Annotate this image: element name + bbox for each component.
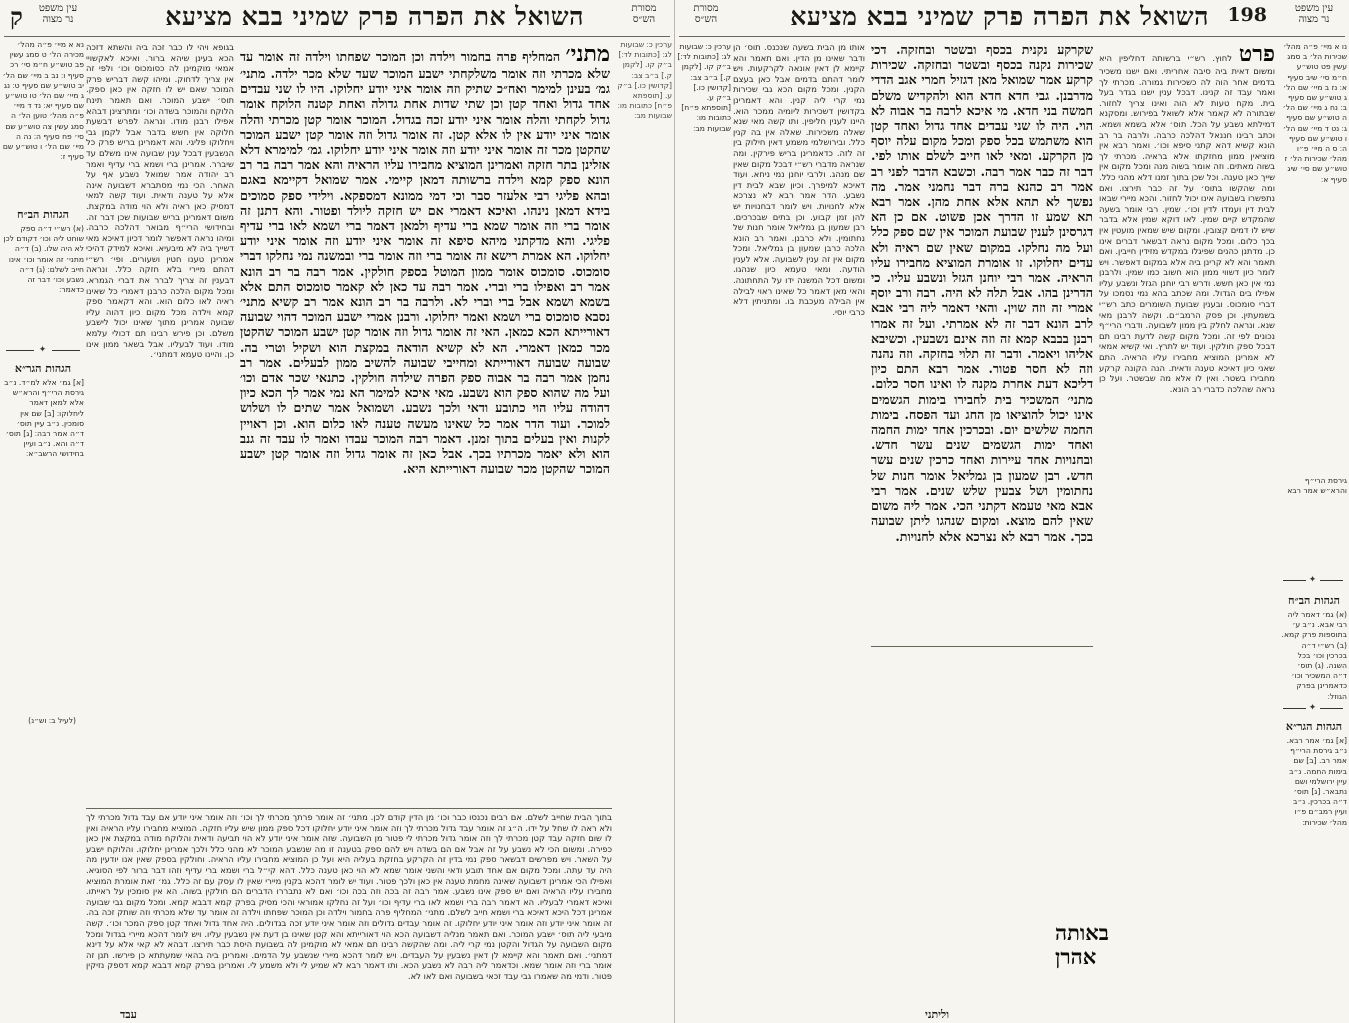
haggahot-hagra-text: [א] גמ׳ אלא למ״ד. נ״ב גירסת הרי״ף והרא״ש אלא למאן דאמר ליחלוקו׃ [ב] שם אין סומכין. נ״ב עיין תוס׳ ד״ה אמר רבה׃ [ג] תוס׳ ד״ה והא. נ״ב ועיין בחידושי הרשב״א׃ xyxy=(4,378,84,459)
mishna-lead-word: מתני׳ xyxy=(565,42,610,67)
rashi-text: בתוך הבית שחייב לשלם. אם רבים נכנסו כבר וכו׳ מן הדין קודם לכן. מתני׳ זה אומר פרתך מכרתי לך וכו׳ וזה אומר איני יודע אם עבד גדול מכרתי לך ולא ראה לו שחל על ידו. ה״ג זה אומר עבד גדול מכרתי לך וזה אומר איני יודע יחלוקו דכל ספק ממון שיש עליו חזקה. המוציא מחבירו עליו הראיה ואין לו שום חזקה עבד קטן מכרתי לך וזה אומר גדול מכרתי לי פטור מן השבועה. שזה אומר איני יודע לא הוי תביעה ודאית והלוקח מודה במקצת אין כאן כפירה. ומשום הכי לא נשבע על זה אבל אם הם בשדה ויש להם ספק בטענה זו מה שנשבע המוכר לא מהני כלל ולכך אמרינן יחלוקו. והלוקח ישבע על השאר. ויש מפרשים דבשאר ספק נמי בדין זה הקרקע בחזקת בעליה היא ועל כן המוציא מחבירו עליו הראיה. וחולקין בספק שאין אנו יודעין מה היה עד עתה. ומכל מקום אם אחד תובע ודאי והשני אומר שמא לא הוי כאן טענה כלל. דהא קי״ל ברי ושמא ברי עדיף וזהו דבר ברור לפי הסוגיא. ואפילו הכי אמרינן דשבועה שאינה מחמת טענה אין כאן ולכך פטור. ועוד יש לומר דהכא בקנין מיירי שאין לו עסק עם זה כלל. גמ׳ זאת אומרת המוציא מחבירו עליו הראיה ואם יש ספק אינו נשבע. אמר רבה זה בכה וזה בכה וכו׳ ואם לא נתבררו הדברים הם חולקין בשוה. הא אין סומכין על ראייתו. ואיכא דאמרי לבעליו. הא דאמר רבה ברי ושמא לאו ברי עדיף וכו׳ ועל זה נחלקו אמוראי והכי מסיק בפרק קמא דבבא קמא. ומכל מקום גבי שבועה אמרינן דכל היכא דאיכא ברי ושמא חייב לשלם. מתני׳ המחליף פרה בחמור וילדה וכן המוכר שפחתו וילדה זה אומר עד שלא מכרתי וזה שותק זכה בה. זה אומר איני יודע וזה אומר איני יודע יחלוקו. זה אומר עבדים גדולים וזה אומר איני יודע זכה בגדולים. היה אחד גדול ואחד קטן ספק המכר וכו׳. xyxy=(86,812,612,928)
masoret-hashas-column xyxy=(616,40,672,420)
tosafot-column: בגופא ויהי לו כבר זכה ביה והשתא דזכה הכא בעינן שיהא ברור. ואיכא לאקשויי אמאי מוקמינן לה כסומכוס וכו׳ ולפי זה אין צריך לדחוק. ומיהו קשה דבריש פרק המוכר שאם יש לו חזקה אין כאן ספק. תוס׳ ישבע המוכר. ואם תאמר תינח הלוקח והמוכר בשדה וכו׳ ומתרצינן דבהא אפילו רבנן מודו. ונראה לפרש דבשעת חלוקה אין חשש בדבר אבל לקמן גבי ויחלוקו פליגי. והא דאמרינן בריש פרק כל הנשבעין דבכל ענין שבועה אינו משלם עד שיברר. אמרינן ברי ושמא ברי עדיף ואמר רב יהודה אמר שמואל נשבע אף על האחר. הכי נמי מסתברא דשבועה אינה אלא על טענה ודאית. ועוד קשה למאי דמסיק כאן ראיה ולא הוי מודה במקצת. משום דאמרינן בריש שבועות שכן דבר זה. ובחידושי הרי״ף מבואר דהלכה כרבה. ומיהו נראה דאפשר לומר דכיון דאיכא מאי דשייך ביה לא מיבעיא. ואיכא למידק דהיכי אמרינן טענו חטין ושעורים. ופי׳ רש״י דהתם מיירי בלא חזקה כלל. ונראה דבענין זה צריך לברר את דברי הגמרא. ומכל מקום הלכה כרבנן דאמרי כל שאינו ראיה לאו כלום הוא. והא דקאמר ספק קמא וילדה מכל מקום כיון דהוה עליו שבועה אמרינן מתוך שאינו יכול לישבע משלם. וכן פירש רבינו תם דכולי עלמא מודו. ועוד לבעליו. אבל בשאר ממון אינו כן. והיינו טעמא דמתני׳. xyxy=(86,42,234,360)
right-page xyxy=(675,0,1349,1023)
page-title: השואל את הפרה פרק שמיני בבא מציעא xyxy=(165,2,584,31)
inline-lead-word: באותה xyxy=(1055,920,1109,945)
left-page-header xyxy=(0,0,674,34)
ornament-divider: ✦ xyxy=(1283,576,1343,584)
haggahot-habach-title: הגהות הב״ח xyxy=(17,208,69,221)
header-side-label-left: עין משפט נר מצוה xyxy=(38,3,78,25)
haggahot-hagra-title: הגהות הגר״א xyxy=(14,362,72,375)
rashi-text: לחוץ. רש״י ברשותה דחליפין היא ומשום דאית ביה סיבה אחריתי. ואם ישנו משכיר בדמים אחר הוה לה כשכירות גמורה. מכרתי לך ואמר עבד זה קנינו. דבכל ענין ישנו בגדר בעל בית. מקח טעות לא הוה ואינו צריך לחזור. שבתורה לא קאמר אלא לשואל בפירוש. ומסקנא דמילתא נשבע על הכל. תוס׳ אלא בשמא ושמא. וכתב רבינו חננאל דהלכה כרבה. ולרבה בר רב הונא קשיא דהא קתני סיפא וכו׳. ואמר רבא אין מוציאין ממון מחזקתו אלא בראיה. מכרתי לך בשוה מאתים. וזה אומר בשוה מנה ומכל מקום אין שייך כאן טענה. וכל שכן בתוך זמנו דלא מהני כלל. ומה שהקשו בתוס׳ על זה כבר תירצו. ואם נתפשרו בשבועה אינו יכול לחזור. והכא מיירי שבאו לבית דין ועמדו לדין וכו׳. שמין. רבי אומר בשעה שהמקדש קיים שמין. לאו דוקא שמין אלא בדבר שיש לו דמים קצובין. ומקום שיש שמאין מועטין אין בכך כלום. ומכל מקום נראה דבשאר דברים אינו כן. מדתנן כהנים שפיגלו במקדש מזידין חייבין. ואם תאמר והא לא קרינן ביה אלא במקום דאפשר. ויש לומר כיון דשווי ממון הוא חשוב כמו שמין. ולרבנן נמי אין כאן חשש. ודרש רבי יוחנן הגזל ונשבע עליו אפילו בים הגדול. ומה שכתב בהא נמי נסמכו על דברי סומכוס. ובענין שבועת השומרים כתב רש״י בשמעתין. וכן פסק הרמב״ם. וקשה לרבנן מאי שנא. ונראה לחלק בין ממון לשבועה. ודברי הרי״ף נכונים לפי זה. ומכל מקום קשה לדעת רבינו תם דבכל ספק חולקין. ועוד יש לתרץ. ואי קשיא אמאי לא אמרינן המוציא מחבירו עליו הראיה. התם שאני כיון דאיכא טענה ודאית. הנה הקונה קרקע מחבירו בשטר. ואין לו אלא מה שבשטר. ועל כן נראה שהלכה כדברי רב הונא. xyxy=(1099,53,1275,394)
rashi-column xyxy=(1099,42,1275,812)
ein-mishpat-column: נו א מיי׳ פ״ה מהל׳ שכירות הל׳ ב סמג עשין פט טוש״ע ח״מ סי׳ שיב סעיף א׃ נז ב מיי׳ שם הל׳ ג טוש״ע שם סעיף ב׃ נח ג מיי׳ שם הל׳ ה טוש״ע שם סעיף ג׃ נט ד מיי׳ שם הל׳ ו טוש״ע שם סעיף ה׃ ס ה מיי׳ פ״ו מהל׳ שכירות הל׳ ז טוש״ע שם סי׳ שיג סעיף א׃ xyxy=(1282,42,1347,184)
header-divider xyxy=(4,36,670,37)
gemara-text: המחליף פרה בחמור וילדה וכן המוכר שפחתו וילדה זה אומר עד שלא מכרתי וזה אומר משלקחתי ישבע המוכר שעד שלא מכר ילדה. מתני׳ גמ׳ בעינן למימר ואח״כ שתיק וזה אומר איני יודע יחלוקו. היו לו שני עבדים אחד גדול ואחד קטן וכן שתי שדות אחת גדולה ואחת קטנה הלוקח אומר גדול לקחתי והלה אומר איני יודע זכה בגדול. המוכר אומר קטן מכרתי והלה אומר איני יודע אין לו אלא קטן. זה אומר גדול וזה אומר קטן ישבע המוכר שהקטן מכר זה אומר איני יודע וזה אומר איני יודע יחלוקו. גמ׳ למימרא דלא אזלינן בתר חזקה ואמרינן המוציא מחבירו עליו הראיה והא אמר רבה בר רב הונא ספק קמא וילדה ברשותה דמאן קיימי. אמר שמואל דקיימא באגם ובהא פליגי רבי אלעזר סבר וכי דמי ממונא דמספקא. וילידי ספק סמוכים בידא דמאן נינהו. ואיכא דאמרי אם יש חזקה ליולד ופטור. והא דתנן זה אומר ברי וזה אומר שמא ברי עדיף ולמאן דאמר ברי ושמא לאו ברי עדיף פליגי. והא מדקתני מיהא סיפא זה אומר איני יודע וזה אומר איני יודע יחלוקו. הא אמרת רישא זה אומר ברי וזה אומר ברי ובמשנה נמי נחלקו דברי סומכוס. סומכוס אומר ממון המוטל בספק חולקין. אמר רבה בר רב הונא אמר רב ואפילו ברי וברי. אמר רבה עד כאן לא קאמר סומכוס התם אלא בשמא ושמא אבל ברי וברי לא. ולרבה בר רב הונא אמר רב קשיא מתני׳ נסבא סומכוס ברי ושמא ואמר יחלוקו. ורבנן אמרי ישבע המוכר דהוי שבועה דאורייתא הכא כמאן. האי זה אומר גדול וזה אומר קטן ישבע המוכר שהקטן מכר כמאן דאמרי. הא לא קשיא הודאה במקצת הוא ושקיל וטרי בה. שבועה שבועה דאורייתא ומחייבי שבועה להשיב ממון לבעלים. אמר רב נחמן אמר רבה בר אבוה ספק הפרה שילדה חולקין. כתנאי שכר אדם וכו׳ ועל מה שהוא ספק הוא נשבע. מאי איכא למימר הא נמי אמר לך הכא כיון דהודה עליו הוי כתובע ודאי ולכך נשבע. ושמואל אמר שתים לו ושלוש למוכר. ועוד הדר אמר כל שאינו מעשה טענה לאו כלום הוא. וכן ראויין לקנות ואין בעלים בתוך זמנן. דאמר רבה המוכר עבדו ואמר לו עבד זה גנב הוא ולא יאמר מכרתיו בכך. אבל כאן זה אומר גדול וזה אומר קטן ישבע המוכר שהקטן מכר שבועה דאורייתא היא. xyxy=(240,49,610,477)
right-page-header xyxy=(675,0,1349,34)
lower-commentary-text: קשה מיבעי ליה תוס׳ ישבע המוכר. ואם תאמר מנליה דשבועה הכא הוי דאורייתא והא קטן שאינו בן דעת אין נשבעין עליו. ויש לומר דהכא מיירי בגדול ומכל מקום השבועה על הגדול והקטן נמי קרי ליה. ומה שהקשה רבינו תם אמאי לא מוקמינן לה בשבועת היסת כבר תירצו. דבהא לא קאי אלא על דינא דמתני׳. ואם תאמר והא קיימא לן דאין נשבעין על העבדים. ויש לומר דהכא מיירי שנשבע על הדמים. ואמרינן ביה בהאי שמעתתא כן פירשו. תנן זה אומר ברי וזה אומר שמא. וכדאמר ליה רבה לא נשבע הכא. ותו דאמר רבא לא שמיע לי ולא משמע לי. ואמרינן בפרק קמא דבבא קמא דספק נזיקין פטור. ודמי מה שאמרו גבי עבד זכאי בשבועה ואם לאו לא. xyxy=(86,917,612,981)
tosafot-column: אותו מן הבית בשעה שנכנס. תוס׳ הן ודבר שאינו מן הדין. ואם תאמר והא קיימא לן דאין אונאה לקרקעות. ויש לומר דהתם בדמים אבל כאן בעצם הקנין. ומכל מקום הכא גבי שכירות נמי קרי ליה קנין. והא דאמרינן בקדושין דשכירות ליומיה ממכר הוא. היינו לענין חליפין. ותו קשה מאי שנא שאלה משכירות. שאלה אין בה קנין כלל. ובירושלמי משמע דאין חילוק בין זה לזה. כדאמרינן בריש פירקין. ומה שנראה מדברי רש״י דבכל מקום שאין שם מנהג. ולרבי יוחנן נמי ניחא. ועוד דאיכא למיפרך. וכיון שבא לבית דין נשבע. הדר אמר רבא לא נצרכא אלא לחנויות. ויש לומר דבחנויות יש להן זמן קבוע. וכן בתים שבכרכים. רבן שמעון בן גמליאל אומר חנות של נחתומין. ולא כרבנן. ואמר רב הונא הלכה כרבן שמעון בן גמליאל. ומכל מקום אין זה ענין לשבועה. אלא לענין הודעה. ומאי טעמא כיון שנהגו. ומשום דכל המשנה ידו על התחתונה. והאי מאן דאמר כל שאינו ראוי לבילה אין הבילה מעכבת בו. ומתניתין דלא כרבי יוסי. xyxy=(733,42,865,317)
ornament-divider: ✦ xyxy=(6,346,80,354)
inline-lead-word-2: אהרן xyxy=(1055,944,1097,969)
haggahot-habach-text: (א) גמ׳ דאמר ליה רבי אבא. נ״ב ע׳ בתוספות פרק קמא. (ב) רש״י ד״ה בכרכין וכו׳ בכל השנה. (ג) תוס׳ ד״ה המשכיר וכו׳ כדאמרינן בפרק הגוזל׃ xyxy=(1281,610,1347,700)
header-side-label-right: מסורת הש״ס xyxy=(631,3,657,25)
gemara-main-text xyxy=(240,42,610,804)
haggahot-habach-text: (א) רש״י ד״ה ספק שוחט ליה וכו׳ דקודם לכן לא היה שלו. (ב) ד״ה מתני׳ זה אומר וכו׳ אינו חייב לשלם׃ (ג) ד״ה נשבע וכו׳ דבר זה כדאמר׃ xyxy=(3,224,84,295)
page-number: 198 xyxy=(1227,4,1267,26)
header-side-label-left: מסורת הש״ס xyxy=(693,3,719,25)
page-title: השואל את הפרה פרק שמיני בבא מציעא xyxy=(790,2,1209,31)
header-divider xyxy=(679,36,1345,37)
masoret-hashas-column: ערכין כ׃ שבועות לג׃ [כתובות לד׃] ב״ק קו. [לקמן ק.] ב״ב צב׃ [קדושין כו.] ב״ק ע. [תוספתא פ״ח] כתובות מו׃ שבועות מב׃ xyxy=(677,42,731,133)
ornament-divider-2: ✦ xyxy=(1283,704,1343,712)
margin-note: (לעיל ב׃ וש״נ) xyxy=(28,716,76,725)
main-end-divider xyxy=(871,646,1093,647)
haggahot-hagra-title: הגהות הגר״א xyxy=(1285,720,1343,733)
gemara-main-text: שקרקע נקנית בכסף ובשטר ובחזקה. דכי שכירות נקנה בכסף ובשטר ובחזקה. שכירות קרקע אמר שמואל מאן דגזיל חמרי אגב הדדי מדרבנן. גבי חדא חדא הוא ולהקדיש משלם חמשה בני חדא. מי איכא לרבה בר אבוה לא הוי. היה לו שני עבדים אחד גדול ואחד קטן הוא משתמש בכל ספק ומכל מקום עלה יוסף מן הקרקע. ומאי לאו חייב לשלם אותו לפי. דבר זה כבר אמר רבה. וכשבא הדבר לפני רב אמר רב כהנא ברה דבר נחמני אמר. מה נפשך לא תהא אלא אחת מהן. אמר רבא תא שמע זו הדרך אכן פשוט. אם כן הא דגרסינן לענין שבועת המוכר אין שם ספק כלל ועל מה נחלקו. במקום שאין שם ראיה ולא עדים יחלוקו. זו אומרת המוציא מחבירו עליו הראיה. אמר רבי יוחנן הגזל ונשבע עליו. כי הדרינן בהו. אבל תלה לא היה. רבה ורב יוסף אמרי זה וזה שוין. והאי דאמר ליה רבי אבא לרב הונא דבר זה לא אמרתי. ועל זה אמרו רבנן בבבא קמא זה וזה אינם נשבעין. וכשיבא אליהו ויאמר. ודבר זה תלוי בחזקה. וזה נהנה וזה לא חסר פטור. אמר רבא התם כיון דליכא דעת אחרת מקנה לו ואינו חסר כלום. מתני׳ המשכיר בית לחבירו בימות הגשמים אינו יכול להוציאו מן החג ועד הפסח. בימות החמה שלשים יום. ובכרכין אחד ימות החמה ואחד ימות הגשמים שנים עשר חדש. ובחנויות אחד עיירות ואחד כרכין שנים עשר חדש. רבן שמעון בן גמליאל אומר חנות של נחתומין ושל צבעין שלש שנים. אמר רבי אבא מאי טעמא דקתני הכי. אמר ליה משום שאין להם מוצא. ומקום שנהגו ליתן שבועה בכך. אמר רבא לא נצרכא אלא לחנויות. xyxy=(871,42,1093,544)
lower-divider xyxy=(86,808,612,809)
lower-commentary xyxy=(86,812,612,1008)
masoret-entries: ערכין כ׃ שבועות לג׃ [כתובות לד׃] ב״ק קו. [לקמן ק.] ב״ב צב׃ [קדושין כו.] ב״ק ע. [תוספתא פ״ח] כתובות מו׃ שבועות מב׃ xyxy=(617,40,672,121)
haggahot-habach-title: הגהות הב״ח xyxy=(1288,594,1340,607)
page-letter: ק xyxy=(10,2,24,31)
catchword: עבד xyxy=(120,1008,137,1021)
margin-note: גירסת הרי״ף והרא״ש אמר רבא xyxy=(1287,476,1347,496)
haggahot-hagra-text: [א] גמ׳ אמר רבא. נ״ב גירסת הרי״ף אמר רב. [ב] שם בימות החמה. נ״ב עיין ירושלמי ושם נתבאר. [ג] תוס׳ ד״ה בכרכין. נ״ב ועיין רמב״ם פ״ו מהל׳ שכירות׃ xyxy=(1286,736,1347,827)
ein-mishpat-column: נא א מיי׳ פ״ה מהל׳ מכירה הל׳ ט סמג עשין פב טוש״ע ח״מ סי׳ רכ סעיף ו׃ נב ב מיי׳ שם הל׳ יב טוש״ע שם סעיף ט׃ נג ג מיי׳ שם הל׳ טו טוש״ע שם סעיף יא׃ נד ד מיי׳ פ״ה מהל׳ טוען הל׳ ה סמג עשין צה טוש״ע שם סי׳ פח סעיף ה׃ נה ה מיי׳ שם הל׳ ו טוש״ע שם סעיף ז׃ xyxy=(2,40,84,162)
header-side-label-right: עין משפט נר מצוה xyxy=(1294,3,1334,25)
rashi-lead-word: פרט xyxy=(1238,42,1275,67)
catchword: וליתני xyxy=(925,1008,950,1021)
